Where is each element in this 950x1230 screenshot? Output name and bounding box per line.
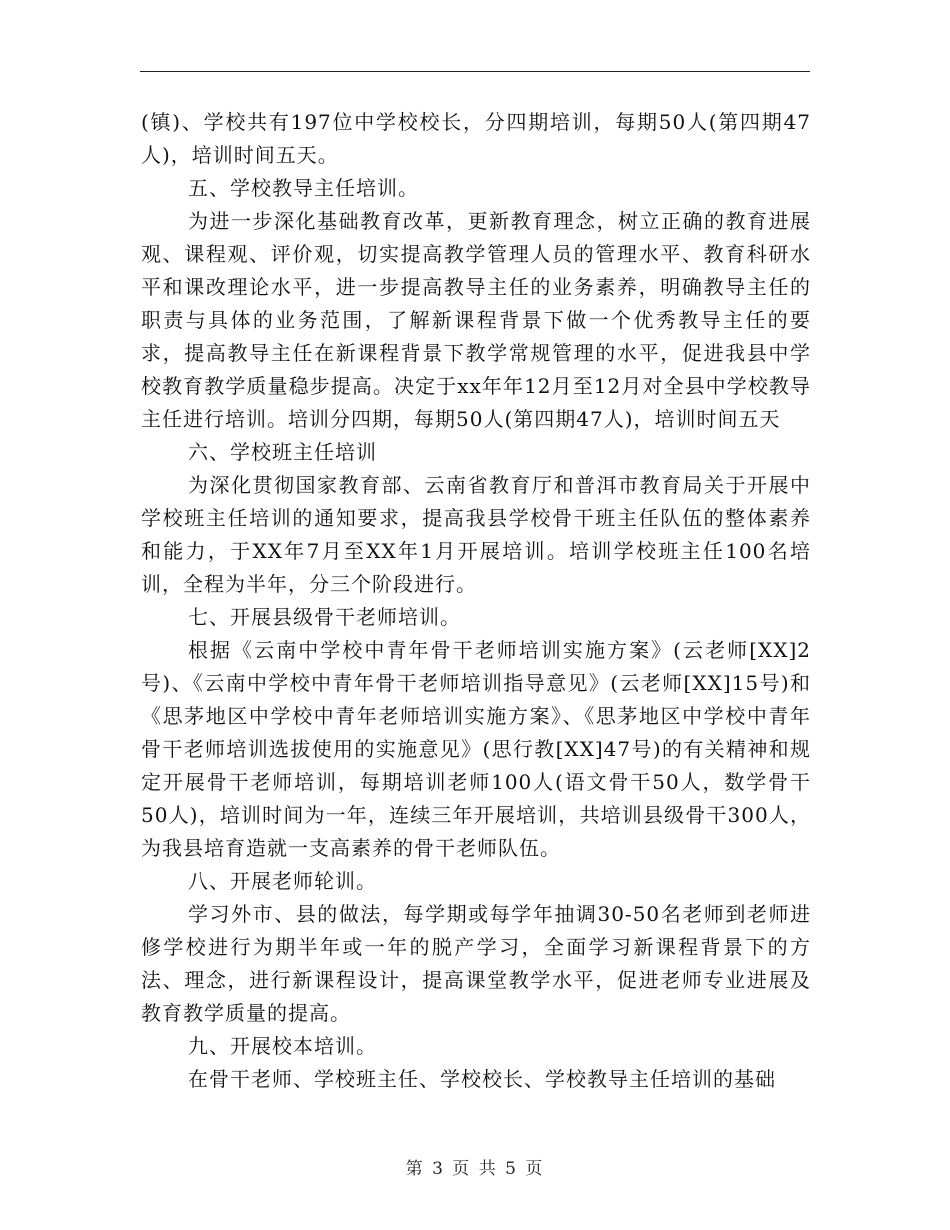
paragraph-section-5: 为进一步深化基础教育改革，更新教育理念，树立正确的教育进展观、课程观、评价观，切实提高教学管理人员的管理水平、教育科研水平和课改理论水平，进一步提高教导主任的业务素养，明确教导主任的职责与具体的业务范围，了解新课程背景下做一个优秀教导主任的要求，提高教导主任在新课程背景下教学常规管理的水平，促进我县中学校教育教学质量稳步提高。决定于xx年年12月至12月对全县中学校教导主任进行培训。培训分四期，每期50人(第四期47人)，培训时间五天 <box>141 209 811 431</box>
heading-section-9: 九、开展校本培训。 <box>188 1034 377 1058</box>
document-body <box>141 106 811 1096</box>
paragraph-section-9: 在骨干老师、学校班主任、学校校长、学校教导主任培训的基础 <box>188 1067 776 1091</box>
paragraph-section-7: 根据《云南中学校中青年骨干老师培训实施方案》(云老师[XX]2号)、《云南中学校中青年骨干老师培训指导意见》(云老师[XX]15号)和《思茅地区中学校中青年老师培训实施方案》、《思茅地区中学校中青年骨干老师培训选拔使用的实施意见》(思行教[XX]47号)的有关精神和规定开展骨干老师培训，每期培训老师100人(语文骨干50人，数学骨干50人)，培训时间为一年，连续三年开展培训，共培训县级骨干300人，为我县培育造就一支高素养的骨干老师队伍。 <box>141 638 811 860</box>
heading-section-7: 七、开展县级骨干老师培训。 <box>188 605 461 629</box>
paragraph-section-6: 为深化贯彻国家教育部、云南省教育厅和普洱市教育局关于开展中学校班主任培训的通知要求，提高我县学校骨干班主任队伍的整体素养和能力，于XX年7月至XX年1月开展培训。培训学校班主任100名培训，全程为半年，分三个阶段进行。 <box>141 473 811 596</box>
heading-section-5: 五、学校教导主任培训。 <box>188 176 419 200</box>
header-rule <box>140 71 810 72</box>
heading-section-8: 八、开展老师轮训。 <box>188 869 377 893</box>
paragraph-continued: (镇)、学校共有197位中学校校长，分四期培训，每期50人(第四期47人)，培训时间五天。 <box>141 110 811 167</box>
paragraph-section-8: 学习外市、县的做法，每学期或每学年抽调30-50名老师到老师进修学校进行为期半年或一年的脱产学习，全面学习新课程背景下的方法、理念，进行新课程设计，提高课堂教学水平，促进老师专业进展及教育教学质量的提高。 <box>141 902 811 1025</box>
page-number-footer: 第 3 页 共 5 页 <box>405 1159 545 1179</box>
heading-section-6: 六、学校班主任培训 <box>188 440 377 464</box>
